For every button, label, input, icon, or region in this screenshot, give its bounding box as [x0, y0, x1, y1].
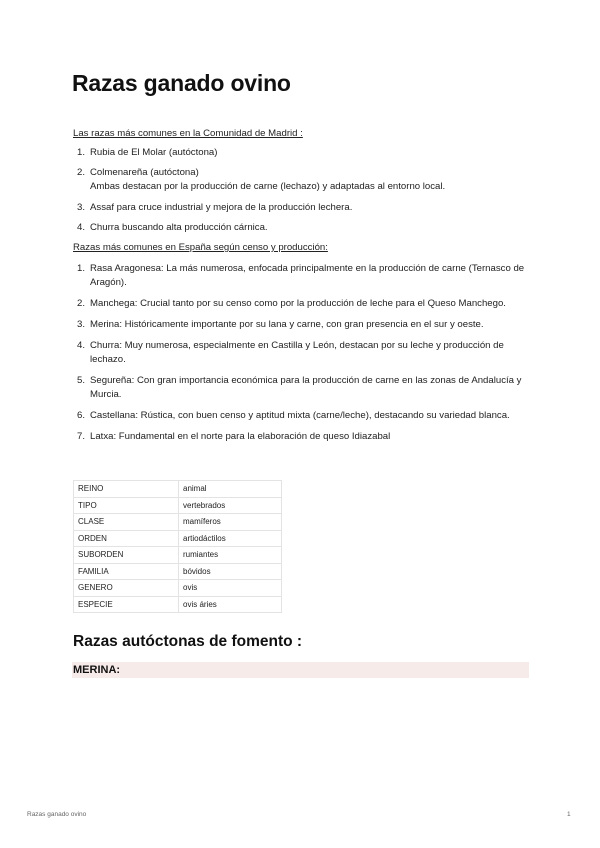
list-item [73, 430, 528, 444]
list-item-text: Manchega: Crucial tanto por su censo como por la producción de leche para el Queso Manchego. [90, 298, 506, 309]
list-item-text: Colmenareña (autóctona) [90, 167, 199, 178]
taxonomy-rank: GENERO [74, 580, 179, 597]
espana-heading: Razas más comunes en España según censo y producción: [73, 242, 328, 253]
list-number: 3. [77, 202, 86, 213]
taxonomy-rank: FAMILIA [74, 563, 179, 580]
taxonomy-value: animal [179, 481, 282, 498]
madrid-breeds-list [73, 146, 528, 235]
taxonomy-rank: ORDEN [74, 530, 179, 547]
list-number: 4. [77, 222, 86, 233]
taxonomy-value: bóvidos [179, 563, 282, 580]
list-item-text: Merina: Históricamente importante por su lana y carne, con gran presencia en el sur y oeste. [90, 319, 484, 330]
list-number: 6. [77, 410, 86, 421]
list-item [73, 318, 528, 332]
list-item-text: Latxa: Fundamental en el norte para la elaboración de queso Idiazabal [90, 431, 391, 442]
list-number: 7. [77, 431, 86, 442]
footer-page-number: 1 [567, 811, 571, 818]
taxonomy-rank: CLASE [74, 514, 179, 531]
list-item-text: Assaf para cruce industrial y mejora de la producción lechera. [90, 202, 353, 213]
list-number: 5. [77, 375, 86, 386]
list-item [73, 146, 528, 160]
list-item [73, 409, 528, 423]
list-item-text: Segureña: Con gran importancia económica para la producción de carne en las zonas de Andalucía y Murcia. [90, 375, 522, 400]
list-item [73, 201, 528, 215]
list-number: 2. [77, 167, 86, 178]
table-row [74, 547, 282, 564]
list-item [73, 374, 528, 402]
table-row [74, 596, 282, 613]
taxonomy-rank: ESPECIE [74, 596, 179, 613]
madrid-heading: Las razas más comunes en la Comunidad de Madrid : [73, 128, 303, 139]
list-item-text: Rubia de El Molar (autóctona) [90, 147, 218, 158]
list-number: 3. [77, 319, 86, 330]
taxonomy-rank: TIPO [74, 497, 179, 514]
taxonomy-value: vertebrados [179, 497, 282, 514]
section-heading: Razas autóctonas de fomento : [73, 633, 303, 650]
list-number: 2. [77, 298, 86, 309]
merina-subheading: MERINA: [72, 662, 529, 678]
list-item [73, 221, 528, 235]
table-row [74, 481, 282, 498]
list-number: 4. [77, 340, 86, 351]
list-item-text: Churra buscando alta producción cárnica. [90, 222, 268, 233]
list-item-note: Ambas destacan por la producción de carne (lechazo) y adaptadas al entorno local. [90, 181, 446, 192]
list-item [73, 297, 528, 311]
list-item [73, 262, 528, 290]
table-row [74, 514, 282, 531]
taxonomy-rank: SUBORDEN [74, 547, 179, 564]
taxonomy-value: artiodáctilos [179, 530, 282, 547]
taxonomy-value: ovis [179, 580, 282, 597]
list-number: 1. [77, 263, 86, 274]
list-item [73, 339, 528, 367]
table-row [74, 580, 282, 597]
taxonomy-value: mamíferos [179, 514, 282, 531]
footer-document-title: Razas ganado ovino [27, 811, 87, 818]
list-item [73, 166, 528, 194]
page-title: Razas ganado ovino [72, 70, 291, 96]
list-item-text: Churra: Muy numerosa, especialmente en Castilla y León, destacan por su leche y producción de lechazo. [90, 340, 504, 365]
list-item-text: Rasa Aragonesa: La más numerosa, enfocada principalmente en la producción de carne (Ternasco de Aragón). [90, 263, 525, 288]
taxonomy-value: ovis áries [179, 596, 282, 613]
espana-breeds-list [73, 262, 528, 444]
taxonomy-rank: REINO [74, 481, 179, 498]
list-item-text: Castellana: Rústica, con buen censo y aptitud mixta (carne/leche), destacando su variedad blanca. [90, 410, 510, 421]
table-row [74, 530, 282, 547]
taxonomy-table [73, 480, 282, 613]
table-row [74, 497, 282, 514]
table-row [74, 563, 282, 580]
list-number: 1. [77, 147, 86, 158]
taxonomy-value: rumiantes [179, 547, 282, 564]
